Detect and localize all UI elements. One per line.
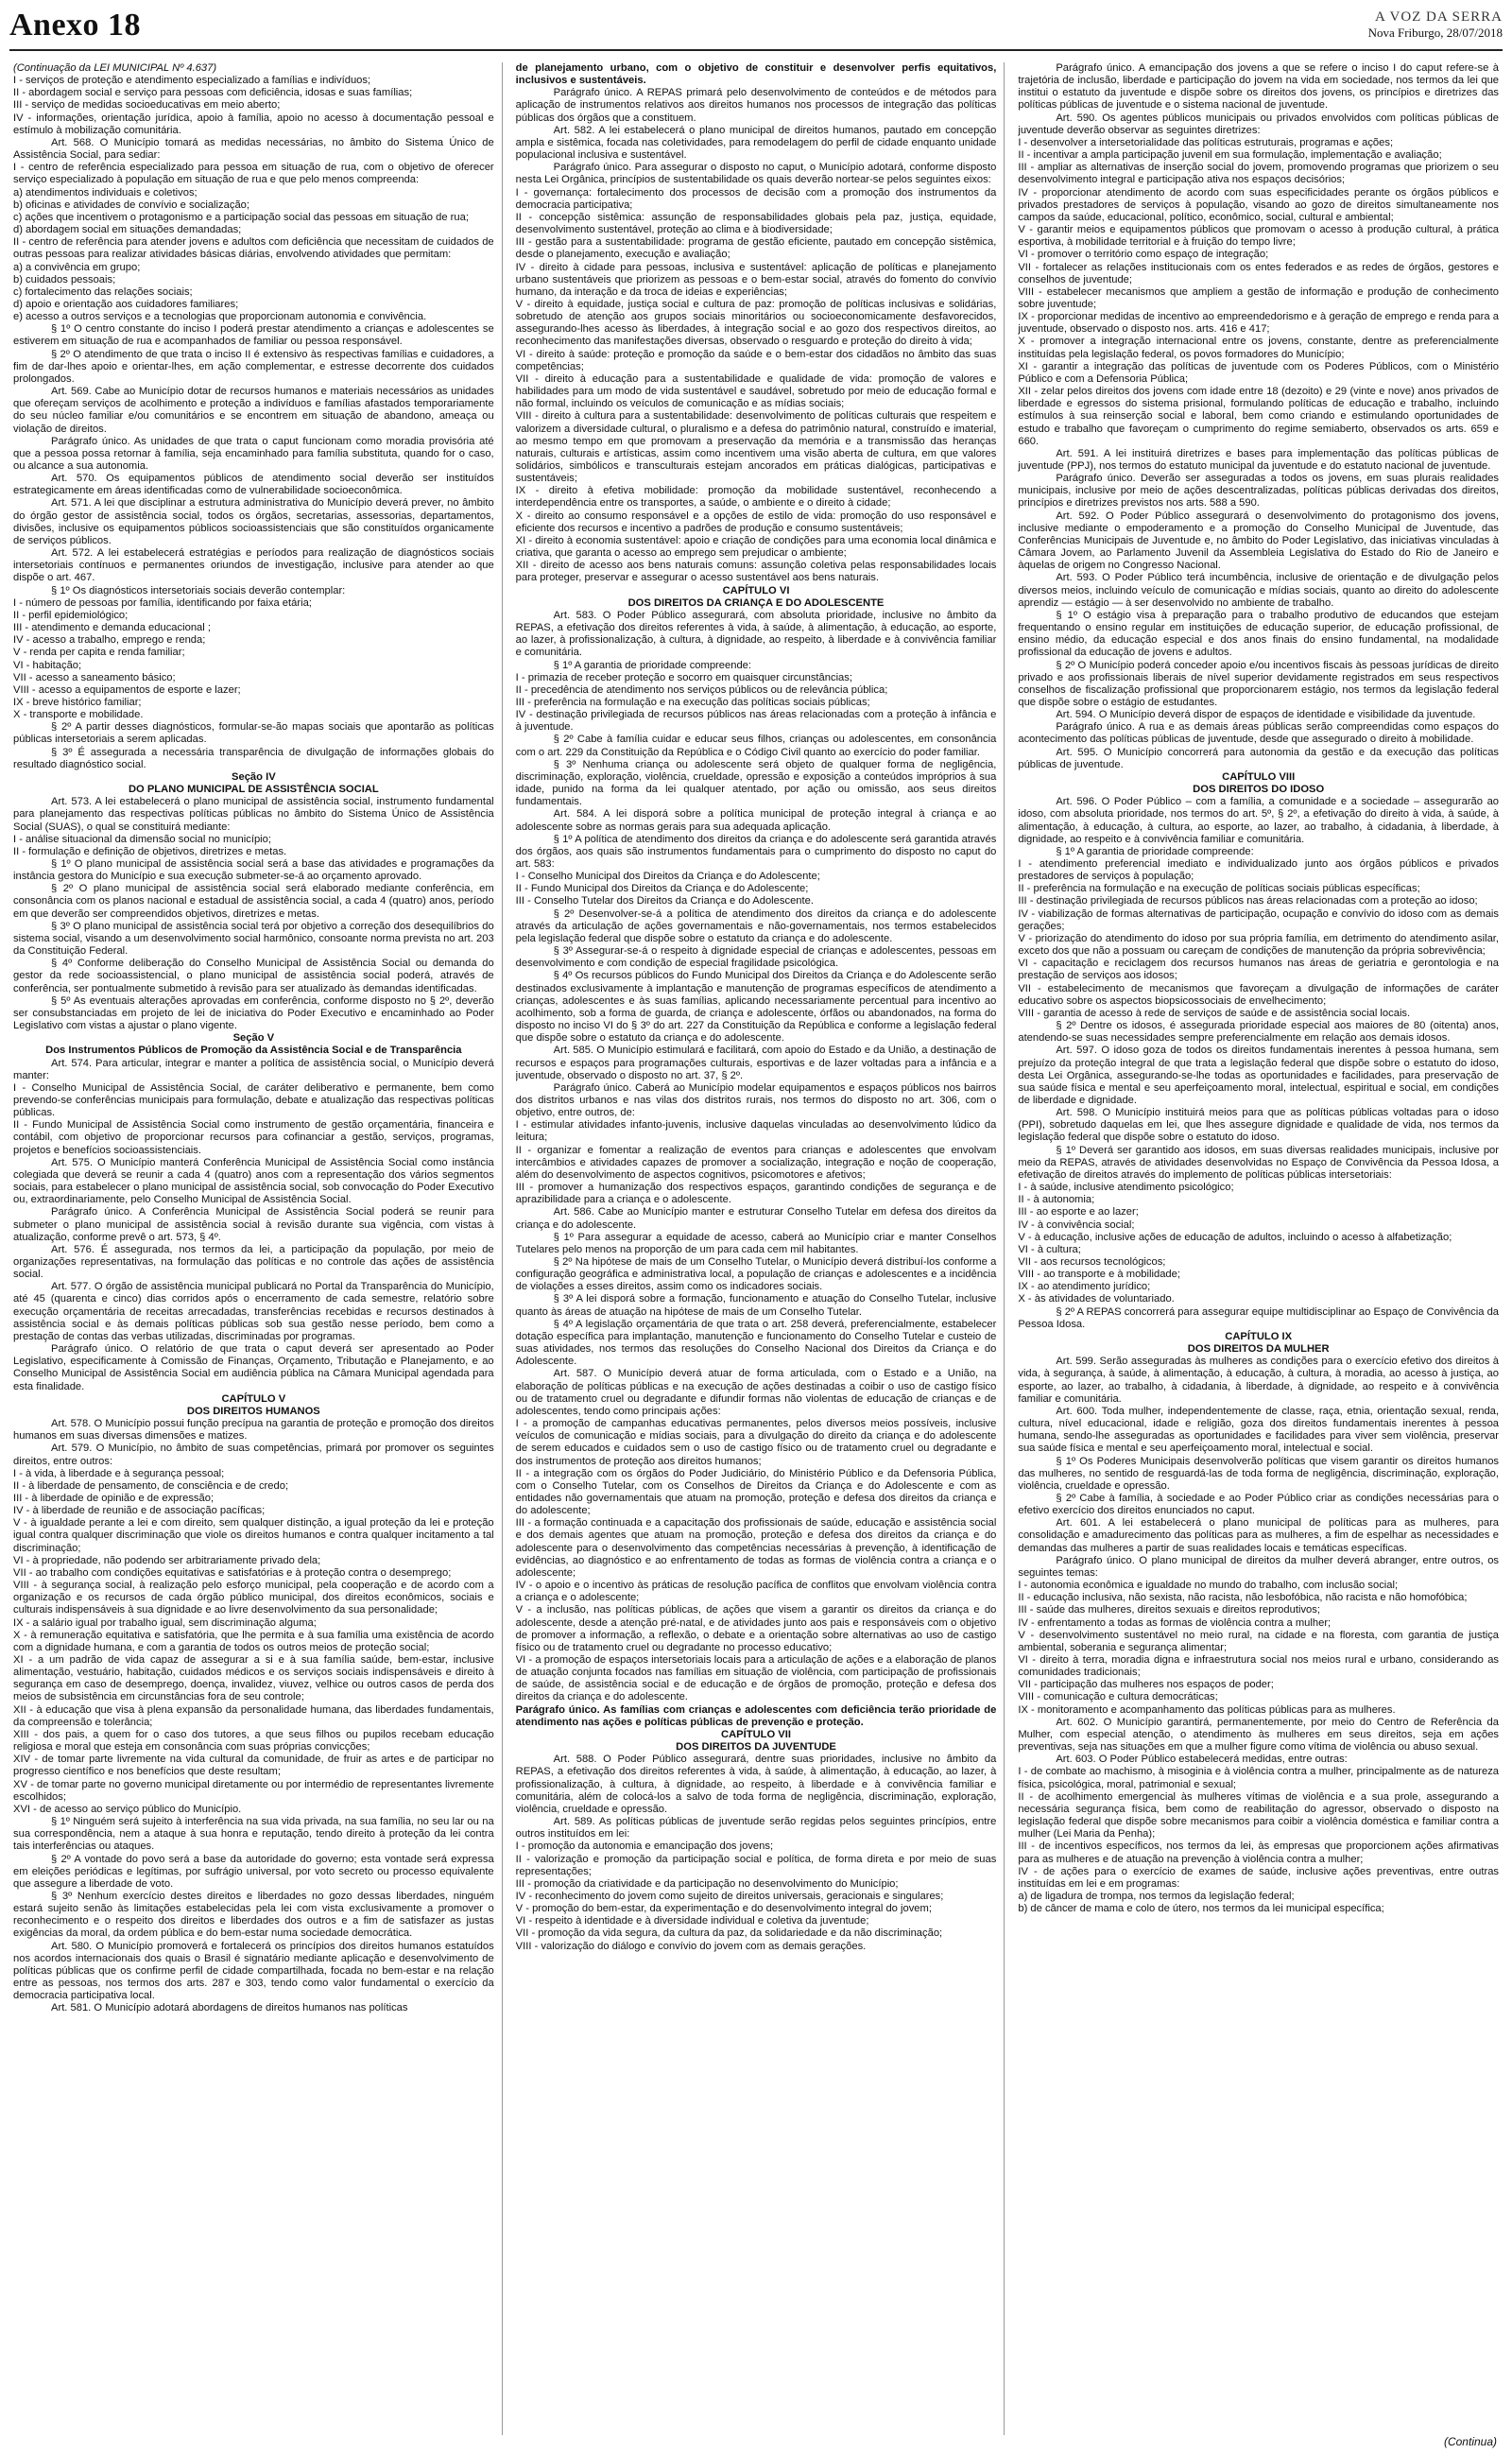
newspaper-name: A VOZ DA SERRA bbox=[1375, 9, 1503, 25]
paragraph: XII - direito de acesso aos bens naturais comuns: assunção coletiva pelas responsabilidades locais para proteger, preservar e assegurar o acesso sustentável aos bens naturais. bbox=[515, 560, 997, 584]
paragraph: V - à igualdade perante a lei e com direito, sem qualquer distinção, a igual proteção da lei e proteção igual contra qualquer discriminação que viole os direitos humanos e contra qualquer incitamento a tal discriminação; bbox=[13, 1517, 494, 1554]
paragraph: I - à saúde, inclusive atendimento psicológico; bbox=[1018, 1182, 1234, 1194]
paragraph: Art. 591. A lei instituirá diretrizes e bases para implementação das políticas públicas de juventude (PPJ), nos termos do estatuto municipal da juventude e do estatuto nacional de juventude. bbox=[1018, 447, 1500, 472]
paragraph: § 2º A partir desses diagnósticos, formular-se-ão mapas sociais que apontarão as políticas públicas intersetoriais a serem aplicadas. bbox=[13, 721, 494, 746]
paragraph: XI - garantir a integração das políticas de juventude com os Poderes Públicos, com o Ministério Público e com a Defensoria Pública; bbox=[1018, 360, 1500, 385]
paragraph: IV - direito à cidade para pessoas, inclusiva e sustentável: aplicação de políticas e planejamento urbano sustentáveis que priorizem as pessoas e o bem-estar social, através do fomento do convívio humano, da interação e da troca de ideias e experiências; bbox=[515, 261, 997, 298]
section-heading: DO PLANO MUNICIPAL DE ASSISTÊNCIA SOCIAL bbox=[128, 784, 379, 796]
section-heading: DOS DIREITOS DO IDOSO bbox=[1193, 784, 1325, 796]
paragraph: II - de acolhimento emergencial às mulheres vítimas de violência e a sua prole, assegurando a necessária segurança física, bem como de reabilitação do agressor, observado o disposto na legislação federal que dispõe sobre mecanismos para coibir a violência doméstica e familiar contra a mulher (Lei Maria da Penha); bbox=[1018, 1790, 1500, 1840]
paragraph: § 2º A REPAS concorrerá para assegurar equipe multidisciplinar ao Espaço de Convivência da Pessoa Idosa. bbox=[1018, 1305, 1500, 1330]
paragraph: Parágrafo único. Para assegurar o disposto no caput, o Município adotará, conforme disposto nesta Lei Orgânica, princípios de sustentabilidade os quais deverão nortear-se pelos seguintes eixos: bbox=[515, 162, 997, 186]
paragraph: VI - direito à saúde: proteção e promoção da saúde e o bem-estar dos cidadãos no âmbito das suas competências; bbox=[515, 348, 997, 372]
paragraph: X - promover a integração internacional entre os jovens, constante, dentre as preferencialmente instituídas pela legislação federal, os povos formadores do Município; bbox=[1018, 336, 1500, 360]
paragraph: III - destinação privilegiada de recursos públicos nas áreas relacionadas com a proteção ao idoso; bbox=[1018, 895, 1478, 907]
paragraph: IV - informações, orientação jurídica, apoio à família, apoio no acesso à documentação pessoal e estímulo à mobilização comunitária. bbox=[13, 112, 494, 136]
paragraph: § 2º Cabe à família, à sociedade e ao Poder Público criar as condições necessárias para o efetivo exercício dos direitos enunciados no caput. bbox=[1018, 1492, 1500, 1517]
paragraph: a) atendimentos individuais e coletivos; bbox=[13, 186, 198, 199]
paragraph: b) cuidados pessoais; bbox=[13, 273, 116, 285]
paragraph: X - às atividades de voluntariado. bbox=[1018, 1293, 1175, 1305]
paragraph: Art. 568. O Município tomará as medidas necessárias, no âmbito do Sistema Único de Assistência Social, para sediar: bbox=[13, 136, 494, 162]
paragraph: § 1º A garantia de prioridade compreende: bbox=[553, 659, 752, 671]
paragraph: VII - fortalecer as relações institucionais com os entes federados e as redes de órgãos, gestores e conselhos de juventude; bbox=[1018, 261, 1500, 285]
paragraph: V - à educação, inclusive ações de educação de adultos, incluindo o acesso à alfabetização; bbox=[1018, 1231, 1452, 1243]
section-heading: CAPÍTULO IX bbox=[1225, 1330, 1293, 1342]
paragraph: Art. 579. O Município, no âmbito de suas competências, primará por promover os seguintes direitos, entre outros: bbox=[13, 1443, 494, 1467]
paragraph: III - serviço de medidas socioeducativas em meio aberto; bbox=[13, 99, 281, 112]
paragraph: § 2º Na hipótese de mais de um Conselho Tutelar, o Município deverá distribuí-los conforme a configuração geográfica e administrativa local, a população de crianças e adolescentes e a incidência de violações a esses direitos, assim como os indicadores sociais. bbox=[515, 1256, 997, 1293]
paragraph: Art. 600. Toda mulher, independentemente de classe, raça, etnia, orientação sexual, renda, cultura, nível educacional, idade e religião, goza dos direitos fundamentais inerentes à pessoa humana, sendo-lhe asseguradas as oportunidades e facilidades para viver sem violência, preservar sua saúde física e mental e seu aperfeiçoamento moral, intelectual e social. bbox=[1018, 1405, 1500, 1455]
paragraph: IV - reconhecimento do jovem como sujeito de direitos universais, geracionais e singulares; bbox=[515, 1890, 944, 1902]
paragraph: § 2º Dentre os idosos, é assegurada prioridade especial aos maiores de 80 (oitenta) anos, atendendo-se suas necessidades sempre preferencialmente em relação aos demais idosos. bbox=[1018, 1020, 1500, 1045]
paragraph: § 2º Cabe à família cuidar e educar seus filhos, crianças ou adolescentes, em consonância com o art. 229 da Constituição da República e o Código Civil quanto ao exercício do poder familiar. bbox=[515, 734, 997, 758]
paragraph: Art. 590. Os agentes públicos municipais ou privados envolvidos com políticas públicas de juventude deverão observar as seguintes diretrizes: bbox=[1018, 112, 1500, 136]
paragraph: Art. 587. O Município deverá atuar de forma articulada, com o Estado e a União, na elaboração de políticas públicas e na execução de ações destinadas a coibir o uso de castigo físico ou de tratamento cruel ou degradante e difundir formas não violentas de educação de crianças e de adolescentes, tendo como principais ações: bbox=[515, 1368, 997, 1417]
paragraph: VII - aos recursos tecnológicos; bbox=[1018, 1256, 1166, 1268]
paragraph: VII - promoção da vida segura, da cultura da paz, da solidariedade e da não discriminação; bbox=[515, 1927, 943, 1940]
paragraph: Parágrafo único. As unidades de que trata o caput funcionam como moradia provisória até que a pessoa possa retornar à família, seja encaminhado para família substituta, quando for o caso, ou alcance a sua autonomia. bbox=[13, 435, 494, 472]
paragraph: II - à liberdade de pensamento, de consciência e de credo; bbox=[13, 1479, 289, 1492]
paragraph: d) abordagem social em situações demandadas; bbox=[13, 224, 242, 236]
paragraph: IV - viabilização de formas alternativas de participação, ocupação e convívio do idoso com as demais gerações; bbox=[1018, 907, 1500, 932]
paragraph: IX - direito à efetiva mobilidade: promoção da mobilidade sustentável, reconhecendo a interdependência entre os transportes, a saúde, o ambiente e o direito à cidade; bbox=[515, 485, 997, 510]
paragraph: IV - à convivência social; bbox=[1018, 1218, 1135, 1231]
section-heading: CAPÍTULO VII bbox=[721, 1728, 791, 1740]
paragraph: Art. 583. O Poder Público assegurará, com absoluta prioridade, inclusive no âmbito da REPAS, a efetivação dos direitos referentes à vida, à saúde, à alimentação, à educação, ao esporte, ao lazer, à profissionalização, à cultura, à dignidade, ao respeito, à liberdade e à convivência familiar e comunitária. bbox=[515, 609, 997, 659]
paragraph: III - atendimento e demanda educacional ; bbox=[13, 622, 211, 634]
paragraph: § 3º A lei disporá sobre a formação, funcionamento e atuação do Conselho Tutelar, inclusive quanto às áreas de atuação na hipótese de mais de um Conselho Tutelar. bbox=[515, 1293, 997, 1318]
paragraph: V - direito à equidade, justiça social e cultura de paz: promoção de políticas inclusivas e solidárias, sobretudo de atenção aos grupos sociais minoritários ou socioeconomicamente desfavorecidos, assegurando-lhes acesso às liberdades, à integração social e ao gozo dos respectivos direitos, ao reconhecimento das manifestações diversas, observado o resguardo e proteção do direito à vida; bbox=[515, 298, 997, 348]
paragraph: § 3º Nenhum exercício destes direitos e liberdades no gozo dessas liberdades, ninguém estará sujeito senão às limitações estabelecidas pela lei com vista exclusivamente a promover o reconhecimento e o respeito dos direitos e liberdades dos outros e a fim de satisfazer as justas exigências da moral, da ordem pública e do bem-estar numa sociedade democrática. bbox=[13, 1890, 494, 1940]
paragraph: Art. 586. Cabe ao Município manter e estruturar Conselho Tutelar em defesa dos direitos da criança e do adolescente. bbox=[515, 1206, 997, 1231]
paragraph: VII - ao trabalho com condições equitativas e satisfatórias e à proteção contra o desemprego; bbox=[13, 1566, 452, 1579]
paragraph: Parágrafo único. A REPAS primará pelo desenvolvimento de conteúdos e de métodos para aplicação de instrumentos relativos aos direitos humanos nos processos de integração das políticas públicas dos órgãos que a constituem. bbox=[515, 87, 997, 124]
paragraph: Art. 582. A lei estabelecerá o plano municipal de direitos humanos, pautado em concepção ampla e sistêmica, focada nas coletividades, para remodelagem do perfil de cidade enquanto unidade populacional inclusiva e sustentável. bbox=[515, 124, 997, 162]
paragraph: III - à liberdade de opinião e de expressão; bbox=[13, 1492, 215, 1504]
paragraph: a) a convivência em grupo; bbox=[13, 261, 141, 273]
paragraph: I - a promoção de campanhas educativas permanentes, pelos diversos meios possíveis, inclusive veículos de comunicação e mídias sociais, para a divulgação do direito da criança e do adolescente de serem educados e cuidados sem o uso de castigo físico ou de tratamento cruel ou degradante e dos instrumentos de proteção aos direitos humanos; bbox=[515, 1418, 997, 1467]
paragraph: Art. 603. O Poder Público estabelecerá medidas, entre outras: bbox=[1056, 1754, 1348, 1766]
paragraph: § 1º Os diagnósticos intersetoriais sociais deverão contemplar: bbox=[51, 584, 346, 596]
paragraph: III - ao esporte e ao lazer; bbox=[1018, 1206, 1139, 1218]
paragraph: § 1º O plano municipal de assistência social será a base das atividades e programações da instância gestora do Município e sua execução submeter-se-á ao orçamento aprovado. bbox=[13, 858, 494, 883]
paragraph: II - precedência de atendimento nos serviços públicos ou de relevância pública; bbox=[515, 683, 888, 696]
paragraph: X - à remuneração equitativa e satisfatória, que lhe permita e à sua família uma existência de acordo com a dignidade humana, e com a garantia de todos os outros meios de proteção social; bbox=[13, 1629, 494, 1653]
paragraph: VI - respeito à identidade e à diversidade individual e coletiva da juventude; bbox=[515, 1915, 869, 1927]
paragraph: § 4º A legislação orçamentária de que trata o art. 258 deverá, preferencialmente, estabelecer dotação específica para implantação, manutenção e funcionamento do Conselho Tutelar e custeio de suas atividades, nos termos das resoluções do Conselho Nacional dos Direitos da Criança e do Adolescente. bbox=[515, 1318, 997, 1368]
paragraph: VII - acesso a saneamento básico; bbox=[13, 671, 176, 683]
paragraph: VI - a promoção de espaços intersetoriais locais para a articulação de ações e a elaboração de planos de atuação conjunta focados nas famílias em situação de violência, com participação de profissionais de saúde, de assistência social e de educação e de órgãos de promoção, proteção e defesa dos direitos da criança e do adolescente. bbox=[515, 1654, 997, 1703]
page-header bbox=[9, 8, 1503, 51]
paragraph: XV - de tomar parte no governo municipal diretamente ou por intermédio de representantes livremente escolhidos; bbox=[13, 1778, 494, 1803]
paragraph: XII - zelar pelos direitos dos jovens com idade entre 18 (dezoito) e 29 (vinte e nove) anos privados de liberdade e egressos do sistema prisional, formulando políticas de educação e trabalho, incluindo estímulos à sua reinserção social e laboral, bem como criando e estimulando oportunidades de estudo e trabalho que favoreçam o cumprimento do regime semiaberto, observados os arts. 659 e 660. bbox=[1018, 386, 1500, 447]
paragraph: VI - à cultura; bbox=[1018, 1243, 1081, 1255]
paragraph: II - educação inclusiva, não sexista, não racista, não lesbofóbica, não racista e não homofóbica; bbox=[1018, 1592, 1468, 1604]
paragraph: XIII - dos pais, a quem for o caso dos tutores, a que seus filhos ou pupilos recebam educação religiosa e moral que esteja em consonância com suas próprias convicções; bbox=[13, 1728, 494, 1754]
paragraph: VIII - estabelecer mecanismos que ampliem a gestão de informação e produção de conhecimento sobre juventude; bbox=[1018, 285, 1500, 310]
paragraph: de planejamento urbano, com o objetivo de constituir e desenvolver perfis equitativos, inclusivos e sustentáveis. bbox=[515, 62, 997, 87]
paragraph: IV - proporcionar atendimento de acordo com suas especificidades perante os órgãos públicos e privados prestadores de serviços à população, visando ao gozo de direitos simultaneamente nos campos da saúde, educacional, político, econômico, social, cultural e ambiental; bbox=[1018, 186, 1500, 223]
paragraph: XI - direito à economia sustentável: apoio e criação de condições para uma economia local dinâmica e criativa, que garanta o acesso ao emprego sem prejudicar o ambiente; bbox=[515, 534, 997, 560]
paragraph: XII - à educação que visa à plena expansão da personalidade humana, das liberdades fundamentais, da compreensão e tolerância; bbox=[13, 1703, 494, 1728]
paragraph: I - desenvolver a intersetorialidade das políticas estruturais, programas e ações; bbox=[1018, 136, 1394, 148]
paragraph: IX - monitoramento e acompanhamento das políticas públicas para as mulheres. bbox=[1018, 1703, 1396, 1716]
paragraph: III - promover a humanização dos respectivos espaços, garantindo condições de segurança e de aprazibilidade para a criança e o adolescente. bbox=[515, 1182, 997, 1206]
paragraph: Parágrafo único. As famílias com crianças e adolescentes com deficiência terão prioridade de atendimento nas ações e políticas públicas de prevenção e proteção. bbox=[515, 1703, 997, 1728]
paragraph: I - centro de referência especializado para pessoa em situação de rua, com o objetivo de oferecer serviço especializado à população em situação de rua e que pelo menos compreenda: bbox=[13, 162, 494, 186]
paragraph: IX - breve histórico familiar; bbox=[13, 696, 142, 708]
paragraph: Art. 572. A lei estabelecerá estratégias e períodos para realização de diagnósticos sociais intersetoriais contínuos e permanentes oriundos de investigação, inclusive para atender ao que dispõe o art. 467. bbox=[13, 547, 494, 584]
section-heading: CAPÍTULO VI bbox=[722, 584, 790, 596]
paragraph: Art. 573. A lei estabelecerá o plano municipal de assistência social, instrumento fundamental para planejamento das respectivas políticas públicas no âmbito do Sistema Único de Assistência Social (SUAS), o qual se constituirá mediante: bbox=[13, 796, 494, 833]
paragraph: Art. 601. A lei estabelecerá o plano municipal de políticas para as mulheres, para consolidação e amadurecimento das políticas para as mulheres, a fim de espelhar as necessidades e demandas das mulheres a partir de suas realidades locais e temáticas específicas. bbox=[1018, 1517, 1500, 1554]
paragraph: VI - promover o território como espaço de integração; bbox=[1018, 249, 1269, 261]
paragraph: § 4º Conforme deliberação do Conselho Municipal de Assistência Social ou demanda do gestor da rede socioassistencial, o plano municipal de assistência social poderá, através de conferência, ser pontualmente submetido à revisão para ser atualizado às demandas identificadas. bbox=[13, 958, 494, 994]
paragraph: VIII - direito à cultura para a sustentabilidade: desenvolvimento de políticas culturais que respeitem e valorizem a diversidade cultural, o pluralismo e a defesa do patrimônio natural, construído e imaterial, ao mesmo tempo em que promovam a preservação da memória e a transmissão das heranças naturais, culturais e artísticas, assim como incentivem uma visão aberta de cultura, em que valores solidários, simbólicos e transculturais estejam ancorados em práticas dialógicas, participativas e sustentáveis; bbox=[515, 410, 997, 485]
paragraph: II - organizar e fomentar a realização de eventos para crianças e adolescentes que envolvam intercâmbios e atividades capazes de promover a socialização, integração e noção de cooperação, além do desenvolvimento de aspectos cognitivos, psicomotores e afetivos; bbox=[515, 1144, 997, 1181]
paragraph: § 2º O Município poderá conceder apoio e/ou incentivos fiscais às pessoas jurídicas de direito privado e aos profissionais liberais de nível superior devidamente registrados em seus respectivos conselhos de fiscalização profissional que proporcionarem estágio, nos termos da legislação federal que dispõe sobre o estágio de estudantes. bbox=[1018, 659, 1500, 708]
paragraph: II - Fundo Municipal de Assistência Social como instrumento de gestão orçamentária, financeira e contábil, com objetivo de proporcionar recursos para cofinanciar a gestão, serviços, programas, projetos e benefícios socioassistenciais. bbox=[13, 1119, 494, 1156]
masthead bbox=[1368, 9, 1503, 41]
paragraph: b) de câncer de mama e colo de útero, nos termos da lei municipal específica; bbox=[1018, 1903, 1384, 1915]
section-heading: Seção IV bbox=[232, 770, 276, 783]
paragraph: § 1º A garantia de prioridade compreende: bbox=[1056, 845, 1254, 857]
paragraph: I - de combate ao machismo, à misoginia e à violência contra a mulher, principalmente as de natureza física, psicológica, moral, patrimonial e sexual; bbox=[1018, 1766, 1500, 1790]
paragraph: V - renda per capita e renda familiar; bbox=[13, 647, 185, 659]
paragraph: § 3º Nenhuma criança ou adolescente será objeto de qualquer forma de negligência, discriminação, exploração, violência, crueldade, opressão e exposição a conteúdos impróprios à sua idade, punido na forma da lei qualquer atentado, por ação ou omissão, aos seus direitos fundamentais. bbox=[515, 758, 997, 808]
paragraph: § 1º Os Poderes Municipais desenvolverão políticas que visem garantir os direitos humanos das mulheres, no sentido de resguardá-las de toda forma de negligência, discriminação, exploração, violência, crueldade e opressão. bbox=[1018, 1455, 1500, 1492]
section-heading: Dos Instrumentos Públicos de Promoção da Assistência Social e de Transparência bbox=[45, 1045, 462, 1057]
paragraph: Parágrafo único. A rua e as demais áreas públicas serão compreendidas como espaços do acontecimento das políticas públicas de juventude, desde que assegurado o direito à mobilidade. bbox=[1018, 721, 1500, 746]
paragraph: IX - proporcionar medidas de incentivo ao empreendedorismo e à geração de emprego e renda para a juventude, observado o disposto nos. arts. 416 e 417; bbox=[1018, 311, 1500, 336]
paragraph: I - atendimento preferencial imediato e individualizado junto aos órgãos públicos e privados prestadores de serviços à população; bbox=[1018, 858, 1500, 883]
section-heading: CAPÍTULO VIII bbox=[1222, 770, 1296, 783]
paragraph: Art. 595. O Município concorrerá para autonomia da gestão e da execução das políticas públicas de juventude. bbox=[1018, 746, 1500, 770]
paragraph: II - preferência na formulação e na execução de políticas sociais públicas específicas; bbox=[1018, 883, 1420, 895]
paragraph: § 1º Para assegurar a equidade de acesso, caberá ao Município criar e manter Conselhos Tutelares pelo menos na proporção de um para cada cem mil habitantes. bbox=[515, 1231, 997, 1255]
paragraph: Art. 585. O Município estimulará e facilitará, com apoio do Estado e da União, a destinação de recursos e espaços para programações culturais, esportivas e de lazer voltadas para a infância e a juventude, observado o disposto no art. 37, § 2º. bbox=[515, 1045, 997, 1081]
paragraph: § 1º Ninguém será sujeito à interferência na sua vida privada, na sua família, no seu lar ou na sua correspondência, nem a ataque à sua honra e reputação, tendo direito à proteção da lei contra tais interferências ou ataques. bbox=[13, 1816, 494, 1853]
paragraph: Parágrafo único. O plano municipal de direitos da mulher deverá abranger, entre outros, os seguintes temas: bbox=[1018, 1554, 1500, 1579]
paragraph: III - ampliar as alternativas de inserção social do jovem, promovendo programas que priorizem o seu desenvolvimento integral e participação ativa nos espaços decisórios; bbox=[1018, 162, 1500, 186]
publication-date: Nova Friburgo, 28/07/2018 bbox=[1367, 26, 1503, 40]
paragraph: Art. 577. O órgão de assistência municipal publicará no Portal da Transparência do Município, até 45 (quarenta e cinco) dias corridos após o encerramento de cada semestre, relatório sobre execução orçamentária de receitas arrecadadas, transferências recebidas e recursos destinados à assistência social e às demais políticas públicas sob sua gestão nesse período, bem como a prestação de contas das verbas utilizadas, discriminadas por programas. bbox=[13, 1281, 494, 1342]
paragraph: § 2º Desenvolver-se-á a política de atendimento dos direitos da criança e do adolescente através da articulação de ações governamentais e não-governamentais, nos termos estabelecidos pela legislação federal que dispõe sobre o estatuto da criança e do adolescente. bbox=[515, 907, 997, 944]
paragraph: VII - estabelecimento de mecanismos que favoreçam a divulgação de informações de caráter educativo sobre os aspectos biopsicossociais de envelhecimento; bbox=[1018, 982, 1500, 1007]
paragraph: Parágrafo único. A Conferência Municipal de Assistência Social poderá se reunir para submeter o plano municipal de assistência social à revisão durante sua vigência, com vistas à atualização, conforme prevê o art. 573, § 4º. bbox=[13, 1206, 494, 1243]
paragraph: Art. 584. A lei disporá sobre a política municipal de proteção integral à criança e ao adolescente sobre as normas gerais para sua adequada aplicação. bbox=[515, 808, 997, 833]
section-heading: CAPÍTULO V bbox=[221, 1392, 286, 1405]
paragraph: § 1º A política de atendimento dos direitos da criança e do adolescente será garantida através dos órgãos, aos quais são instrumentos fundamentais para o cumprimento do disposto no caput do art. 583: bbox=[515, 833, 997, 870]
paragraph: Parágrafo único. A emancipação dos jovens a que se refere o inciso I do caput refere-se à trajetória de inclusão, liberdade e participação do jovem na vida em sociedade, nos termos da lei que institui o estatuto da juventude e dispõe sobre os direitos dos jovens, os princípios e diretrizes das políticas públicas de juventude e o sistema nacional de juventude. bbox=[1018, 62, 1500, 112]
paragraph: § 2º A vontade do povo será a base da autoridade do governo; esta vontade será expressa em eleições periódicas e legítimas, por sufrágio universal, por voto secreto ou processo equivalente que assegure a liberdade de voto. bbox=[13, 1853, 494, 1890]
continued-note: (Continua) bbox=[1443, 2435, 1497, 2448]
text-columns bbox=[13, 62, 1499, 2435]
paragraph: Art. 570. Os equipamentos públicos de atendimento social deverão ser instituídos estrategicamente em áreas identificadas como de vulnerabilidade socioeconômica. bbox=[13, 473, 494, 497]
paragraph: VIII - valorização do diálogo e convívio do jovem com as demais gerações. bbox=[515, 1940, 867, 1952]
paragraph: I - governança: fortalecimento dos processos de decisão com a promoção dos instrumentos da democracia participativa; bbox=[515, 186, 997, 211]
paragraph: VI - à propriedade, não podendo ser arbitrariamente privado dela; bbox=[13, 1554, 321, 1566]
paragraph: V - garantir meios e equipamentos públicos que promovam o acesso à produção cultural, à prática esportiva, à mobilidade territorial e à fruição do tempo livre; bbox=[1018, 224, 1500, 249]
paragraph: X - transporte e mobilidade. bbox=[13, 709, 144, 721]
paragraph: I - promoção da autonomia e emancipação dos jovens; bbox=[515, 1840, 774, 1853]
paragraph: VI - direito à terra, moradia digna e infraestrutura social nos meios rural e urbano, considerando as comunidades tradicionais; bbox=[1018, 1654, 1500, 1679]
paragraph: IV - à liberdade de reunião e de associação pacíficas; bbox=[13, 1505, 266, 1517]
paragraph: (Continuação da LEI MUNICIPAL Nº 4.637) bbox=[13, 62, 217, 74]
paragraph: § 5º As eventuais alterações aprovadas em conferência, conforme disposto no § 2º, deverão ser consubstanciadas em projeto de lei de iniciativa do Poder Executivo e encaminhado ao Poder Legislativo com vistas a ajustar o plano vigente. bbox=[13, 994, 494, 1032]
paragraph: V - a inclusão, nas políticas públicas, de ações que visem a garantir os direitos da criança e do adolescente, desde a atenção pré-natal, e de atividades junto aos pais e responsáveis com o objetivo de promover a informação, a reflexão, o debate e a orientação sobre alternativas ao uso de castigo físico ou de tratamento cruel ou degradante no processo educativo; bbox=[515, 1604, 997, 1653]
paragraph: § 1º O estágio visa à preparação para o trabalho produtivo de educandos que estejam frequentando o ensino regular em instituições de educação superior, de educação profissional, de ensino médio, da educação especial e dos anos finais do ensino fundamental, na modalidade profissional da educação de jovens e adultos. bbox=[1018, 609, 1500, 659]
paragraph: II - concepção sistêmica: assunção de responsabilidades globais pela paz, justiça, equidade, desenvolvimento sustentável, proteção ao clima e à biodiversidade; bbox=[515, 211, 997, 236]
paragraph: XIV - de tomar parte livremente na vida cultural da comunidade, de fruir as artes e de participar no progresso científico e nos benefícios que deste resultam; bbox=[13, 1754, 494, 1778]
paragraph: IV - o apoio e o incentivo às práticas de resolução pacífica de conflitos que envolvam violência contra a criança e o adolescente; bbox=[515, 1580, 997, 1604]
paragraph: II - formulação e definição de objetivos, diretrizes e metas. bbox=[13, 845, 287, 857]
paragraph: II - abordagem social e serviço para pessoas com deficiência, idosas e suas famílias; bbox=[13, 87, 413, 99]
paragraph: IX - ao atendimento jurídico; bbox=[1018, 1281, 1151, 1293]
paragraph: IV - destinação privilegiada de recursos públicos nas áreas relacionadas com a proteção à infância e à juventude. bbox=[515, 709, 997, 734]
paragraph: Parágrafo único. Caberá ao Município modelar equipamentos e espaços públicos nos bairros dos distritos urbanos e nas vilas dos distritos rurais, nos termos do disposto no art. 306, com o objetivo, entre outros, de: bbox=[515, 1081, 997, 1119]
paragraph: Art. 593. O Poder Público terá incumbência, inclusive de orientação e de divulgação pelos diversos meios, incluindo veículo de comunicação e mídias sociais, quanto ao direito do adolescente aprendiz — estágio — à ser desenvolvido no ambiente de trabalho. bbox=[1018, 572, 1500, 609]
paragraph: I - Conselho Municipal dos Direitos da Criança e do Adolescente; bbox=[515, 871, 820, 883]
paragraph: I - autonomia econômica e igualdade no mundo do trabalho, com inclusão social; bbox=[1018, 1580, 1399, 1592]
paragraph: Art. 580. O Município promoverá e fortalecerá os princípios dos direitos humanos estatuídos nos acordos internacionais dos quais o Brasil é signatário mediante aplicação e desenvolvimento de políticas públicas que os confirme perfil de cidade compartilhada, focada no bem-estar e na relação entre as pessoas, nos termos dos arts. 287 e 303, tendo como valor fundamental o exercício da democracia participativa local. bbox=[13, 1940, 494, 2002]
paragraph: Art. 574. Para articular, integrar e manter a política de assistência social, o Município deverá manter: bbox=[13, 1057, 494, 1081]
paragraph: § 1º Deverá ser garantido aos idosos, em suas diversas realidades municipais, inclusive por meio da REPAS, através de atividades desenvolvidas no Espaço de Convivência da Pessoa Idosa, a efetivação de direitos através do implemento de políticas públicas intersetoriais: bbox=[1018, 1144, 1500, 1181]
paragraph: § 1º O centro constante do inciso I poderá prestar atendimento a crianças e adolescentes se estiverem em situação de rua e acompanhados de familiar ou pessoa responsável. bbox=[13, 323, 494, 348]
paragraph: III - preferência na formulação e na execução das políticas sociais públicas; bbox=[515, 696, 870, 708]
paragraph: Art. 594. O Município deverá dispor de espaços de identidade e visibilidade da juventude. bbox=[1056, 709, 1476, 721]
paragraph: IX - a salário igual por trabalho igual, sem discriminação alguma; bbox=[13, 1616, 317, 1629]
paragraph: II - Fundo Municipal dos Direitos da Criança e do Adolescente; bbox=[515, 883, 809, 895]
text-column-3 bbox=[1018, 62, 1499, 2435]
paragraph: Art. 569. Cabe ao Município dotar de recursos humanos e materiais necessários as unidades que ofereçam serviços de acolhimento e proteção a indivíduos e famílias afastados temporariamente do seu núcleo familiar e/ou comunitários e se encontrem em situação de abandono, ameaça ou violação de direitos. bbox=[13, 386, 494, 435]
paragraph: VI - habitação; bbox=[13, 659, 82, 671]
paragraph: V - promoção do bem-estar, da experimentação e do desenvolvimento integral do jovem; bbox=[515, 1903, 932, 1915]
paragraph: c) fortalecimento das relações sociais; bbox=[13, 285, 193, 298]
paragraph: I - Conselho Municipal de Assistência Social, de caráter deliberativo e permanente, bem como prevendo-se conferências municipais para formulação, debate e atualização das respectivas políticas públicas. bbox=[13, 1081, 494, 1119]
annex-title: Anexo 18 bbox=[9, 8, 142, 43]
paragraph: VIII - acesso a equipamentos de esporte e lazer; bbox=[13, 683, 241, 696]
paragraph: II - a integração com os órgãos do Poder Judiciário, do Ministério Público e da Defensoria Pública, com o Conselho Tutelar, com os Conselhos de Direitos da Criança e do Adolescente e com as entidades não governamentais que atuam na promoção, proteção e defesa dos direitos da criança e do adolescente; bbox=[515, 1467, 997, 1517]
paragraph: Art. 597. O idoso goza de todos os direitos fundamentais inerentes à pessoa humana, sem prejuízo da proteção integral de que trata a legislação federal que dispõe sobre o estatuto do idoso, desta Lei Orgânica, assegurando-se-lhe todas as oportunidades e facilidades, para preservação de sua saúde física e mental e seu aperfeiçoamento moral, intelectual, espiritual e social, em condições de liberdade e dignidade. bbox=[1018, 1045, 1500, 1106]
paragraph: VIII - garantia de acesso à rede de serviços de saúde e de assistência social locais. bbox=[1018, 1007, 1411, 1019]
paragraph: § 2º O plano municipal de assistência social será elaborado mediante conferência, em consonância com os planos nacional e estadual de assistência social, a cada 4 (quatro) anos, período em que deverão ser compreendidos objetivos, diretrizes e metas. bbox=[13, 883, 494, 920]
paragraph: I - serviços de proteção e atendimento especializado a famílias e indivíduos; bbox=[13, 75, 371, 87]
paragraph: Art. 581. O Município adotará abordagens de direitos humanos nas políticas bbox=[51, 2002, 408, 2014]
paragraph: V - priorização do atendimento do idoso por sua própria família, em detrimento do atendimento asilar, exceto dos que não a possuam ou careçam de condições de manutenção da própria sobrevivência; bbox=[1018, 932, 1500, 958]
section-heading: Seção V bbox=[232, 1032, 275, 1045]
paragraph: II - centro de referência para atender jovens e adultos com deficiência que necessitam de cuidados de outras pessoas para realizar atividades básicas diárias, envolvendo atividades que permitam: bbox=[13, 236, 494, 261]
section-heading: DOS DIREITOS HUMANOS bbox=[186, 1405, 320, 1417]
paragraph: I - primazia de receber proteção e socorro em quaisquer circunstâncias; bbox=[515, 671, 852, 683]
paragraph: Art. 588. O Poder Público assegurará, dentre suas prioridades, inclusive no âmbito da REPAS, a efetivação dos direitos referentes à vida, à saúde, à alimentação, à educação, ao lazer, à profissionalização, à cultura, à dignidade, ao respeito, à liberdade e à convivência familiar e comunitária, além de colocá-los a salvo de toda forma de negligência, discriminação, exploração, violência, crueldade e opressão. bbox=[515, 1754, 997, 1815]
paragraph: XI - a um padrão de vida capaz de assegurar a si e à sua família saúde, bem-estar, inclusive alimentação, vestuário, habitação, cuidados médicos e os serviços sociais indispensáveis e direito à segurança em caso de desemprego, doença, invalidez, viuvez, velhice ou outros casos de perda dos meios de subsistência em circunstâncias fora de seu controle; bbox=[13, 1654, 494, 1703]
paragraph: I - análise situacional da dimensão social no município; bbox=[13, 833, 272, 845]
paragraph: § 4º Os recursos públicos do Fundo Municipal dos Direitos da Criança e do Adolescente serão destinados exclusivamente à implantação e manutenção de programas específicos de atendimento a crianças, adolescentes e às suas famílias, aplicando necessariamente percentual para incentivo ao acolhimento, sob a forma de guarda, de criança e adolescente, órfãos ou abandonados, na forma do disposto no inciso VI do § 3º do art. 227 da Constituição da República e conforme a legislação federal que dispõe sobre o estatuto da criança e do adolescente. bbox=[515, 970, 997, 1045]
paragraph: Art. 599. Serão asseguradas às mulheres as condições para o exercício efetivo dos direitos à vida, à segurança, à saúde, à alimentação, à educação, à cultura, à moradia, ao acesso à justiça, ao esporte, ao lazer, ao trabalho, à cidadania, à liberdade, à dignidade, ao respeito e à convivência familiar e comunitária. bbox=[1018, 1356, 1500, 1405]
paragraph: Art. 596. O Poder Público – com a família, a comunidade e a sociedade – assegurarão ao idoso, com absoluta prioridade, nos termos do art. 5º, § 2º, a efetivação do direito à vida, à saúde, à alimentação, à educação, à cultura, ao esporte, ao lazer, ao trabalho, à cidadania, à liberdade, à dignidade, ao respeito e à convivência familiar e comunitária. bbox=[1018, 796, 1500, 845]
paragraph: IV - enfrentamento a todas as formas de violência contra a mulher; bbox=[1018, 1616, 1332, 1629]
paragraph: d) apoio e orientação aos cuidadores familiares; bbox=[13, 298, 239, 310]
paragraph: I - número de pessoas por família, identificando por faixa etária; bbox=[13, 596, 312, 609]
paragraph: Art. 602. O Município garantirá, permanentemente, por meio do Centro de Referência da Mulher, com especial atenção, o atendimento às mulheres em seus direitos, seja em ações preventivas, seja nas situações em que a mulher figure como vítima de violência ou abuso sexual. bbox=[1018, 1716, 1500, 1754]
paragraph: VII - direito à educação para a sustentabilidade e qualidade de vida: promoção de valores e habilidades para um modo de vida sustentável e saudável, sobretudo por meio de educação formal e não formal, incluindo os veículos de comunicação e as mídias sociais; bbox=[515, 372, 997, 410]
paragraph: e) acesso a outros serviços e a tecnologias que proporcionam autonomia e convivência. bbox=[13, 311, 427, 323]
paragraph: II - incentivar a ampla participação juvenil em sua formulação, implementação e avaliação; bbox=[1018, 149, 1442, 162]
paragraph: Art. 598. O Município instituirá meios para que as políticas públicas voltadas para o idoso (PPI), sobretudo daquelas em lei, que lhes assegure dignidade e qualidade de vida, nos termos da legislação federal que dispõe sobre o estatuto do idoso. bbox=[1018, 1107, 1500, 1144]
paragraph: I - estimular atividades infanto-juvenis, inclusive daquelas vinculadas ao desenvolvimento lúdico da leitura; bbox=[515, 1119, 997, 1144]
text-column-1 bbox=[13, 62, 503, 2435]
paragraph: Art. 589. As políticas públicas de juventude serão regidas pelos seguintes princípios, entre outros instituídos em lei: bbox=[515, 1816, 997, 1840]
paragraph: § 3º O plano municipal de assistência social terá por objetivo a correção dos desequilíbrios do sistema social, visando a um desenvolvimento social harmônico, consoante norma prevista no art. 203 da Constituição Federal. bbox=[13, 920, 494, 958]
paragraph: b) oficinas e atividades de convívio e socialização; bbox=[13, 199, 249, 211]
paragraph: § 3º É assegurada a necessária transparência de divulgação de informações globais do resultado diagnóstico social. bbox=[13, 746, 494, 770]
paragraph: VII - participação das mulheres nos espaços de poder; bbox=[1018, 1679, 1274, 1691]
section-heading: DOS DIREITOS DA JUVENTUDE bbox=[676, 1741, 836, 1754]
paragraph: III - saúde das mulheres, direitos sexuais e direitos reprodutivos; bbox=[1018, 1604, 1320, 1616]
section-heading: DOS DIREITOS DA MULHER bbox=[1187, 1343, 1330, 1356]
paragraph: Art. 578. O Município possui função precípua na garantia de proteção e promoção dos direitos humanos em suas diversas dimensões e matizes. bbox=[13, 1418, 494, 1443]
paragraph: VIII - à segurança social, à realização pelo esforço municipal, pela cooperação e de acordo com a organização e os recursos de cada órgão público municipal, dos direitos econômicos, sociais e culturais indispensáveis à sua dignidade e ao livre desenvolvimento da sua personalidade; bbox=[13, 1580, 494, 1616]
paragraph: Art. 576. É assegurada, nos termos da lei, a participação da população, por meio de organizações representativas, na formulação das políticas e no controle das ações de assistência social. bbox=[13, 1243, 494, 1281]
text-column-2 bbox=[516, 62, 1005, 2435]
paragraph: III - Conselho Tutelar dos Direitos da Criança e do Adolescente. bbox=[515, 895, 814, 907]
paragraph: IV - de ações para o exercício de exames de saúde, inclusive ações preventivas, entre outras instituídas em lei e em programas: bbox=[1018, 1865, 1500, 1890]
paragraph: I - à vida, à liberdade e à segurança pessoal; bbox=[13, 1467, 225, 1479]
paragraph: III - de incentivos específicos, nos termos da lei, às empresas que proporcionem ações afirmativas para as mulheres e de atuação na prevenção à violência contra a mulher; bbox=[1018, 1840, 1500, 1865]
paragraph: V - desenvolvimento sustentável no meio rural, na cidade e na floresta, com garantia de justiça ambiental, soberania e segurança alimentar; bbox=[1018, 1629, 1500, 1653]
paragraph: Art. 592. O Poder Público assegurará o desenvolvimento do protagonismo dos jovens, inclusive mediante o empoderamento e a promoção do Conselho Municipal de Juventude, das Conferências Municipais de Juventude e, no âmbito do Poder Legislativo, das iniciativas vinculadas à Câmara Jovem, ao Parlamento Juvenil da Assembleia Legislativa do Estado do Rio de Janeiro e àquelas de origem no Congresso Nacional. bbox=[1018, 510, 1500, 572]
paragraph: Art. 575. O Município manterá Conferência Municipal de Assistência Social como instância colegiada que deverá se reunir a cada 4 (quatro) anos com a representação dos vários segmentos sociais, para estabelecer o plano municipal de assistência social, sob convocação do Poder Executivo ou, extraordinariamente, pelo Conselho Municipal de Assistência Social. bbox=[13, 1156, 494, 1206]
paragraph: X - direito ao consumo responsável e a opções de estilo de vida: promoção do uso responsável e eficiente dos recursos e incentivo a padrões de produção e consumo sustentáveis; bbox=[515, 510, 997, 534]
paragraph: XVI - de acesso ao serviço público do Município. bbox=[13, 1803, 242, 1815]
section-heading: DOS DIREITOS DA CRIANÇA E DO ADOLESCENTE bbox=[627, 596, 885, 609]
paragraph: c) ações que incentivem o protagonismo e a participação social das pessoas em situação de rua; bbox=[13, 211, 469, 223]
paragraph: § 2º O atendimento de que trata o inciso II é extensivo às respectivas famílias e cuidadores, a fim de dar-lhes apoio e orientar-lhes, em ação complementar, e estresse decorrente dos cuidados prolongados. bbox=[13, 348, 494, 385]
paragraph: II - perfil epidemiológico; bbox=[13, 609, 129, 621]
paragraph: III - gestão para a sustentabilidade: programa de gestão eficiente, pautado em concepção sistêmica, desde o planejamento, execução e avaliação; bbox=[515, 236, 997, 261]
paragraph: a) de ligadura de trompa, nos termos da legislação federal; bbox=[1018, 1890, 1295, 1902]
paragraph: Art. 571. A lei que disciplinar a estrutura administrativa do Município deverá prever, no âmbito do órgão gestor de assistência social, todos os órgãos, secretarias, assessorias, departamentos, divisões, inclusive os equipamentos públicos socioassistenciais que são constituídos organicamente de serviços públicos. bbox=[13, 497, 494, 546]
paragraph: III - promoção da criatividade e da participação no desenvolvimento do Município; bbox=[515, 1877, 899, 1890]
paragraph: VI - capacitação e reciclagem dos recursos humanos nas áreas de geriatria e gerontologia e na prestação de serviços aos idosos; bbox=[1018, 958, 1500, 982]
paragraph: Parágrafo único. O relatório de que trata o caput deverá ser apresentado ao Poder Legislativo, especificamente à Comissão de Finanças, Orçamento, Tributação e Planejamento, e ao Conselho Municipal de Assistência Social em audiência pública na Câmara Municipal agendada para esta finalidade. bbox=[13, 1343, 494, 1392]
paragraph: II - valorização e promoção da participação social e política, de forma direta e por meio de suas representações; bbox=[515, 1853, 997, 1877]
paragraph: VIII - comunicação e cultura democráticas; bbox=[1018, 1691, 1218, 1703]
paragraph: III - a formação continuada e a capacitação dos profissionais de saúde, educação e assistência social e dos demais agentes que atuam na promoção, proteção e defesa dos direitos da criança e do adolescente para o desenvolvimento das competências necessárias à prevenção, à identificação de evidências, ao diagnóstico e ao enfrentamento de todas as formas de violência contra a criança e o adolescente; bbox=[515, 1517, 997, 1579]
paragraph: § 3º Assegurar-se-á o respeito à dignidade especial de crianças e adolescentes, pessoas em desenvolvimento e com condição de especial fragilidade psicológica. bbox=[515, 945, 997, 970]
paragraph: II - à autonomia; bbox=[1018, 1194, 1095, 1206]
paragraph: VIII - ao transporte e à mobilidade; bbox=[1018, 1269, 1180, 1281]
paragraph: IV - acesso a trabalho, emprego e renda; bbox=[13, 634, 206, 647]
paragraph: Parágrafo único. Deverão ser asseguradas a todos os jovens, em suas plurais realidades municipais, inclusive por meio de ações descentralizadas, políticas públicas derivadas dos direitos, princípios e diretrizes previstos nos arts. 588 a 590. bbox=[1018, 473, 1500, 510]
